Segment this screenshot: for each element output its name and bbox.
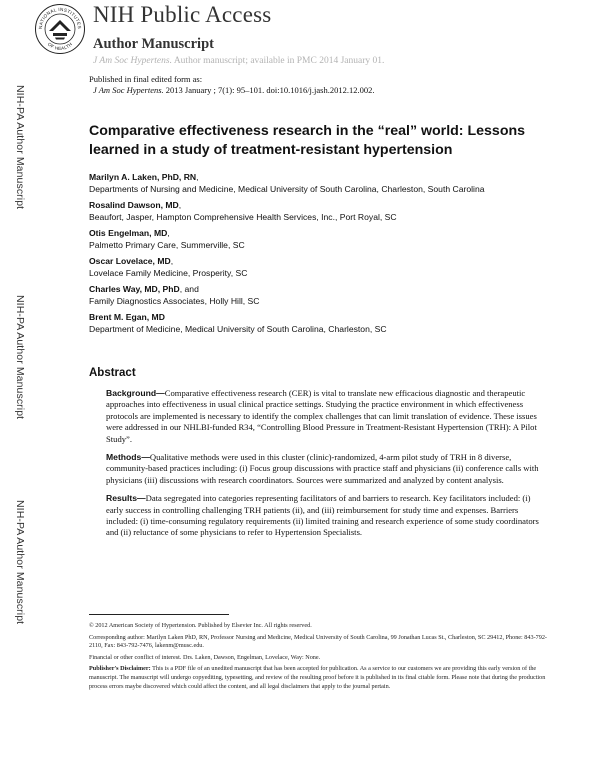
header-title: NIH Public Access — [93, 2, 272, 27]
sidebar — [0, 0, 30, 776]
author-affiliation: Family Diagnostics Associates, Holly Hill, SC — [89, 295, 260, 306]
section-label: Methods— — [106, 452, 150, 463]
abstract-heading: Abstract — [89, 367, 136, 379]
author-entry — [89, 256, 549, 279]
footnote-divider — [89, 614, 229, 615]
author-affiliation: Lovelace Family Medicine, Prosperity, SC — [89, 267, 248, 278]
availability-line — [93, 56, 384, 66]
author-sep: , — [196, 172, 199, 182]
abstract-results — [106, 493, 544, 539]
author-entry — [89, 284, 549, 307]
author-name: Oscar Lovelace, MD — [89, 256, 171, 266]
sidebar-label: NIH-PA Author Manuscript — [14, 85, 26, 210]
disclaimer-label: Publisher's Disclaimer: — [89, 665, 151, 673]
author-sep: , — [178, 200, 182, 210]
sidebar-label: NIH-PA Author Manuscript — [14, 295, 26, 420]
conflict-of-interest: Financial or other conflict of interest. Drs. Laken, Dawson, Engelman, Lovelace, Way: None. — [89, 653, 321, 661]
svg-text:OF HEALTH — [47, 42, 74, 52]
author-sep: , and — [179, 284, 199, 294]
author-list — [89, 172, 549, 340]
author-sep: , — [167, 228, 170, 238]
copyright-line: © 2012 American Society of Hypertension. Published by Elsevier Inc. All rights reserved. — [89, 622, 312, 629]
author-name: Brent M. Egan, MD — [89, 312, 165, 322]
author-name: Rosalind Dawson, MD — [89, 200, 179, 210]
author-sep: , — [170, 256, 174, 266]
author-affiliation: Palmetto Primary Care, Summerville, SC — [89, 239, 245, 250]
author-affiliation: Departments of Nursing and Medicine, Medical University of South Carolina, Charleston, South Carolina — [89, 183, 485, 194]
citation-text: 2013 January ; 7(1): 95–101. doi:10.1016/j.jash.2012.12.002. — [163, 85, 375, 95]
section-label: Results— — [106, 493, 146, 504]
article-title: Comparative effectiveness research in the “real” world: Lessons learned in a study of treatment-resistant hypertension — [89, 123, 526, 158]
section-label: Background— — [106, 388, 165, 398]
disclaimer-text: This is a PDF file of an unedited manuscript that has been accepted for publication. As a service to our customers we are providing this early version of the manuscript. The manuscript will undergo copyediting, typesetting, and review of the resulting proof before it is published in its final citable form. Please note that during the production process errors maybe discovered which could affect the content, and all legal disclaimers that apply to the journal pertain. — [89, 665, 546, 690]
author-name: Marilyn A. Laken, PhD, RN — [89, 172, 197, 182]
section-text: Qualitative methods were used in this cluster (clinic)-randomized, 4-arm pilot study of TRH in 8 diverse, community-based practices including: (i) Focus group discussions with practice staff and physicians (ii) conference calls with physicians (iii) discussions with research coordinators. Sources were summarized and analyzed by content analysis. — [106, 452, 539, 485]
abstract-background — [106, 388, 544, 445]
logo-ring-bottom: OF HEALTH — [46, 41, 74, 52]
author-affiliation: Department of Medicine, Medical University of South Carolina, Charleston, SC — [89, 323, 387, 334]
header-subtitle: Author Manuscript — [93, 36, 214, 52]
author-entry — [89, 228, 549, 251]
author-entry — [89, 312, 549, 335]
logo-ring-top: NATIONAL INSTITUTES — [37, 6, 83, 30]
author-name: Otis Engelman, MD — [89, 228, 168, 238]
nih-logo-icon — [34, 3, 86, 55]
citation-line — [93, 85, 375, 95]
abstract-methods — [106, 452, 544, 486]
author-entry — [89, 172, 549, 195]
footnotes — [89, 622, 549, 694]
author-name: Charles Way, MD, PhD — [89, 284, 180, 294]
sidebar-label: NIH-PA Author Manuscript — [14, 500, 26, 625]
section-text: Comparative effectiveness research (CER) is vital to translate new efficacious diagnostic and therapeutic approaches into effectiveness in usual clinical practice settings. Studying the practice environment in which effectiveness protocols are implemented is necessary to identify the complex challenges that can limit translation of evidence. These issues were addressed in our NHLBI-funded R34, “Controlling Blood Pressure in Treatment-Resistant Hypertension (TRH): A Pilot Study”. — [106, 388, 537, 444]
abstract-body — [106, 388, 544, 546]
availability-text: Author manuscript; available in PMC 2014 January 01. — [171, 56, 385, 66]
citation-journal: J Am Soc Hypertens. — [93, 85, 164, 95]
author-entry — [89, 200, 549, 223]
corresponding-author: Corresponding author: Marilyn Laken PhD, RN, Professor Nursing and Medicine, Medical University of South Carolina, 99 Jonathan Lucas St., Charleston, SC 29412, Phone: 843-792-2110, Fax: 843-792-7476, lakenm@musc.edu. — [89, 633, 547, 650]
journal-abbrev: J Am Soc Hypertens. — [93, 56, 172, 66]
author-affiliation: Beaufort, Jasper, Hampton Comprehensive Health Services, Inc., Port Royal, SC — [89, 211, 397, 222]
section-text: Data segregated into categories representing facilitators of and barriers to research. Key facilitators included: (i) early success in controlling challenging TRH patients (ii), and (iii) reimbursement for study time and expenses. Barriers included: (i) time-consuming regulatory requirements (ii) limited training and research experience of some study coordinators and (ii) reluctance of some physicians to refer to Hypertension Specialists. — [106, 493, 539, 538]
published-in-label: Published in final edited form as: — [89, 74, 203, 84]
publisher-disclaimer — [89, 665, 549, 691]
